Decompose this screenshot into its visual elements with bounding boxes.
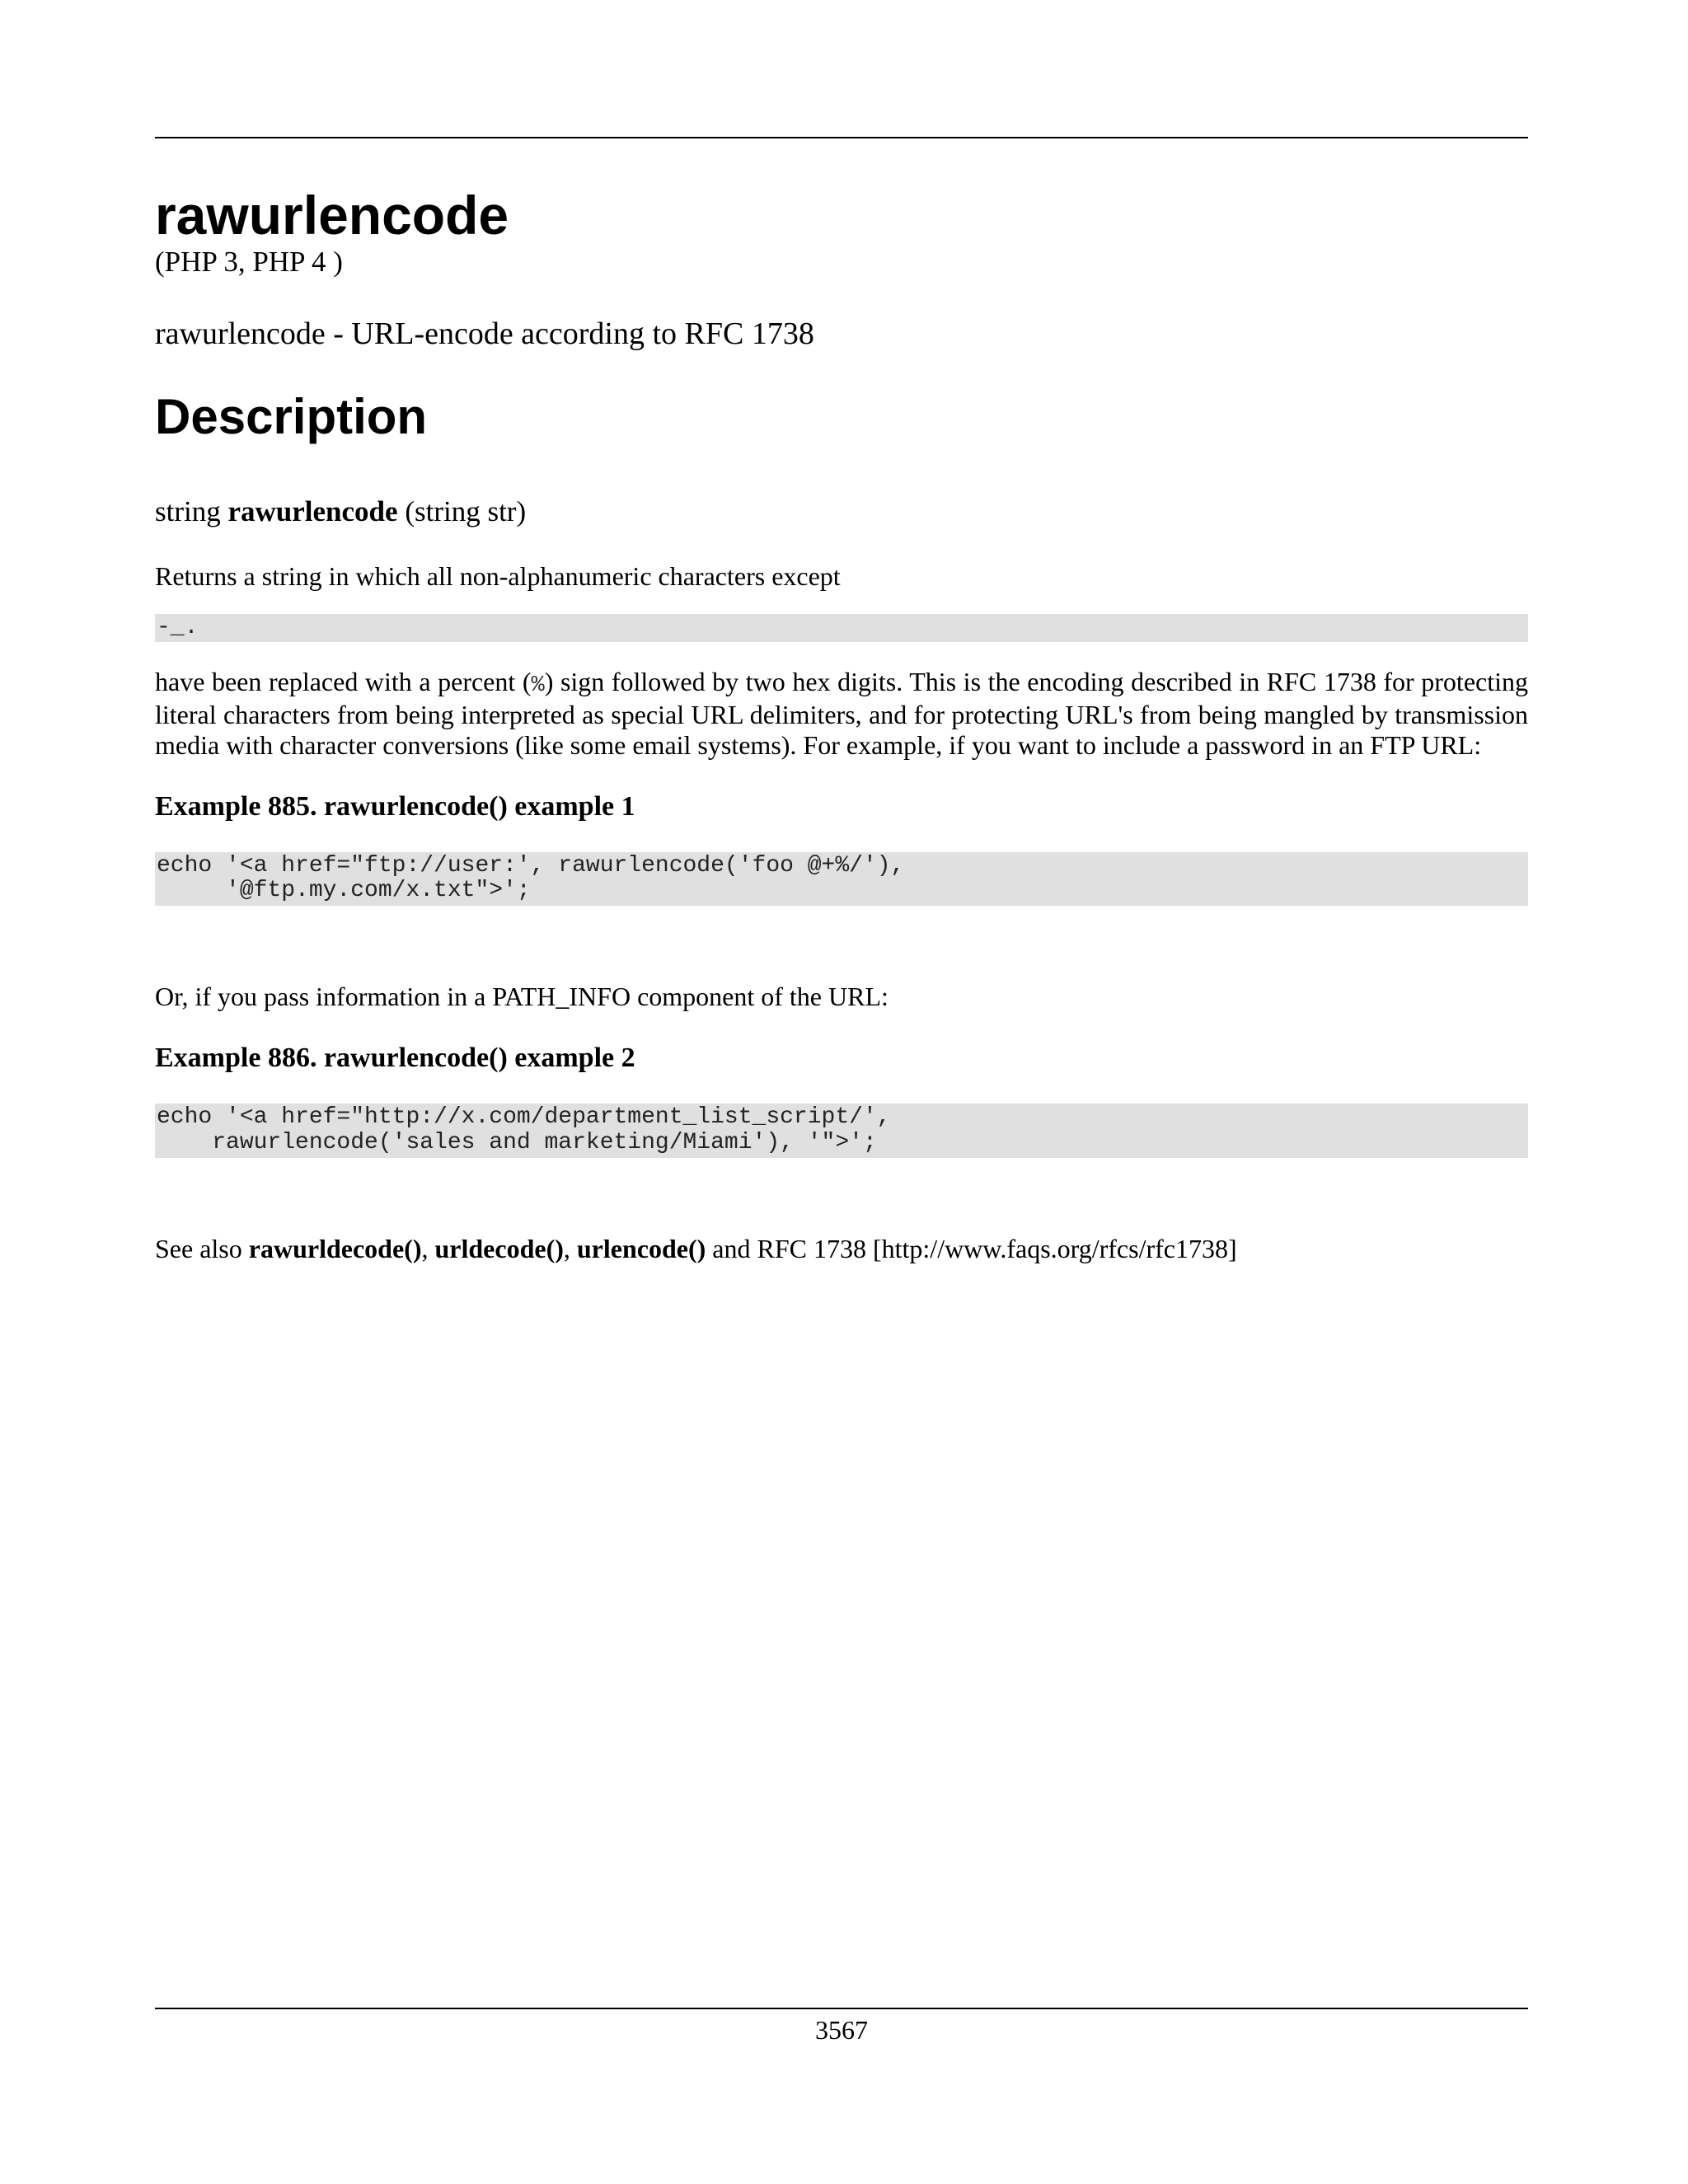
see-also-link-rawurldecode[interactable]: rawurldecode() — [248, 1233, 422, 1263]
function-purpose: rawurlencode - URL-encode according to RFC 1738 — [155, 316, 814, 352]
page-title: rawurlencode — [155, 185, 509, 246]
see-also-separator: , — [421, 1233, 435, 1263]
description-heading: Description — [155, 388, 428, 444]
example-1-title: Example 885. rawurlencode() example 1 — [155, 790, 635, 822]
page-content — [155, 186, 1528, 1264]
see-also — [155, 1234, 1528, 1264]
function-signature — [155, 495, 1528, 529]
percent-symbol: % — [531, 673, 545, 699]
body-before-percent: have been replaced with a percent ( — [155, 667, 532, 697]
description-body — [155, 667, 1528, 761]
example-2-code: echo '<a href="http://x.com/department_list_script/', rawurlencode('sales and marketing/Miami'), '">'; — [155, 1104, 1528, 1158]
returns-text: Returns a string in which all non-alphanumeric characters except — [155, 561, 841, 592]
signature-return-type: string — [155, 494, 228, 527]
except-chars-block: -_. — [155, 614, 1528, 643]
see-also-link-urlencode[interactable]: urlencode() — [576, 1233, 706, 1263]
path-info-text: Or, if you pass information in a PATH_INFO component of the URL: — [155, 982, 889, 1012]
see-also-prefix: See also — [155, 1233, 249, 1263]
signature-params: (string str) — [397, 494, 527, 527]
page-number: 3567 — [815, 2015, 868, 2045]
php-versions: (PHP 3, PHP 4 ) — [155, 246, 343, 279]
see-also-link-urldecode[interactable]: urldecode() — [434, 1233, 564, 1263]
body-after-percent: ) sign followed by two hex digits. This is the encoding described in RFC 1738 for protecting literal characters from being interpreted as special URL delimiters, and for protecting URL's from being mangled by transmission media with character conversions (like some email systems). For example, if you want to include a password in an FTP URL: — [155, 667, 1529, 760]
header-rule — [155, 137, 1528, 138]
see-also-suffix: and RFC 1738 [http://www.faqs.org/rfcs/rfc1738] — [706, 1233, 1237, 1263]
signature-function-name: rawurlencode — [227, 494, 398, 527]
example-2-title: Example 886. rawurlencode() example 2 — [155, 1043, 635, 1074]
example-1-code: echo '<a href="ftp://user:', rawurlencode('foo @+%/'), '@ftp.my.com/x.txt">'; — [155, 852, 1528, 907]
see-also-separator: , — [563, 1233, 577, 1263]
